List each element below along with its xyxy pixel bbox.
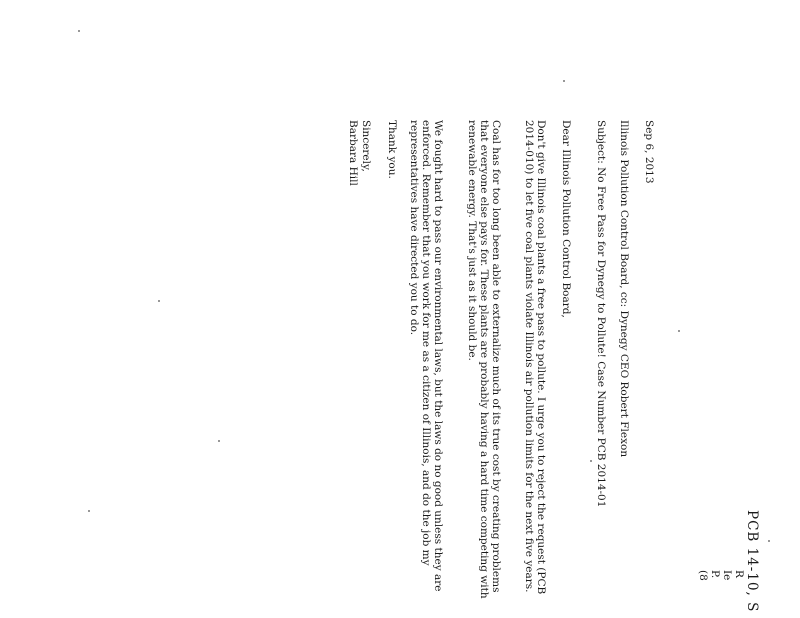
paragraph xyxy=(466,120,502,600)
letter-thanks: Thank you. xyxy=(386,120,398,179)
paragraph-text: Don't give Illinois coal plants a free pass to pollute. I urge you to reject the request (PCB 2014-010) to let five coal plants violate Illinois air pollution limits for the next five years. xyxy=(523,120,547,595)
letter-signature: Barbara Hill xyxy=(347,120,359,186)
scan-speck xyxy=(88,510,90,512)
paragraph-text: Coal has for too long been able to externalize much of its true cost by creating problems that everyone else pays for. These plants are probably having a hard time competing with renewable energy. That's just as it should be. xyxy=(466,120,502,599)
letter-recipient: Illinois Pollution Control Board, cc: Dynegy CEO Robert Flexon xyxy=(618,120,630,458)
scan-speck xyxy=(563,80,565,82)
letter-closing: Sincerely, xyxy=(360,120,372,172)
letter-salutation: Dear Illinois Pollution Control Board, xyxy=(560,120,572,318)
scan-speck xyxy=(590,460,592,462)
paragraph xyxy=(408,120,444,600)
scan-speck xyxy=(218,440,220,442)
paragraph-text: We fought hard to pass our environmental laws, but the laws do no good unless they are enforced. Remember that you work for me as a citizen of Illinois, and do the job my representatives have directed you to do. xyxy=(408,120,444,592)
margin-mark: Ie xyxy=(721,570,733,581)
margin-mark: R xyxy=(733,570,745,578)
letter-subject: Subject: No Free Pass for Dynegy to Pollute! Case Number PCB 2014-01 xyxy=(595,120,607,508)
paragraph xyxy=(523,120,547,600)
margin-mark: (8 xyxy=(697,570,709,581)
docket-number: PCB 14-10, S xyxy=(744,510,760,613)
scan-speck xyxy=(678,330,680,332)
scan-speck xyxy=(768,540,770,542)
scan-speck xyxy=(78,30,80,32)
margin-mark: P. xyxy=(709,570,721,579)
scan-speck xyxy=(158,300,160,302)
letter-date: Sep 6, 2013 xyxy=(643,120,655,184)
